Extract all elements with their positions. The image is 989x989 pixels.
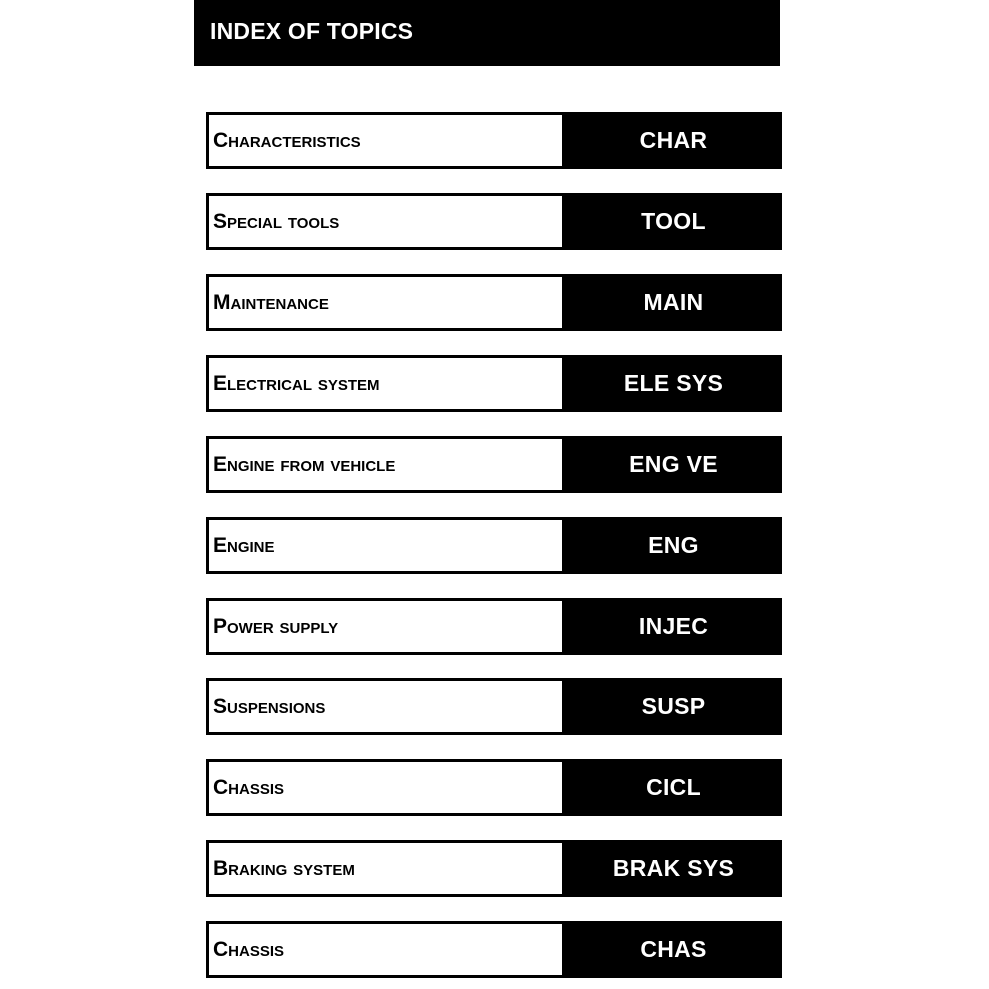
topic-name: Engine <box>213 533 275 557</box>
topic-name: Power supply <box>213 614 339 638</box>
topic-name-cell <box>206 193 565 250</box>
topic-code-cell <box>565 678 782 735</box>
topic-name-cell <box>206 436 565 493</box>
topic-row-susp[interactable] <box>206 678 782 735</box>
topic-name-cell <box>206 355 565 412</box>
page-title: INDEX OF TOPICS <box>210 17 414 44</box>
topic-name: Chassis <box>213 775 285 799</box>
topic-name: Special tools <box>213 209 340 233</box>
topic-row-eng-ve[interactable] <box>206 436 782 493</box>
topic-name: Braking system <box>213 856 355 880</box>
topic-code-cell <box>565 193 782 250</box>
topic-row-brak-sys[interactable] <box>206 840 782 897</box>
topic-code-cell <box>565 840 782 897</box>
topic-code: ENG VE <box>629 451 718 477</box>
topic-row-main[interactable] <box>206 274 782 331</box>
topic-row-injec[interactable] <box>206 598 782 655</box>
topic-name: Electrical system <box>213 371 380 395</box>
topic-name-cell <box>206 274 565 331</box>
topic-name-cell <box>206 759 565 816</box>
topic-name: Maintenance <box>213 290 329 314</box>
topic-row-chas[interactable] <box>206 921 782 978</box>
topic-code-cell <box>565 436 782 493</box>
topic-code-cell <box>565 921 782 978</box>
topic-name: Suspensions <box>213 694 326 718</box>
topic-code: TOOL <box>641 208 706 234</box>
topic-row-char[interactable] <box>206 112 782 169</box>
topic-code: ENG <box>648 532 699 558</box>
topic-code-cell <box>565 355 782 412</box>
topic-code: ELE SYS <box>623 370 724 396</box>
topic-code-cell <box>565 112 782 169</box>
topic-code: BRAK SYS <box>612 855 735 881</box>
topic-code-cell <box>565 517 782 574</box>
index-header <box>194 0 780 66</box>
topic-name-cell <box>206 921 565 978</box>
topic-row-tool[interactable] <box>206 193 782 250</box>
topic-code-cell <box>565 598 782 655</box>
topic-name: Chassis <box>213 937 285 961</box>
topic-name-cell <box>206 840 565 897</box>
topic-name: Characteristics <box>213 128 361 152</box>
topic-name-cell <box>206 678 565 735</box>
topic-code: CHAR <box>639 127 708 153</box>
topic-row-ele-sys[interactable] <box>206 355 782 412</box>
topic-name-cell <box>206 517 565 574</box>
topic-code: CHAS <box>640 936 707 962</box>
topic-name: Engine from vehicle <box>213 452 396 476</box>
topic-code-cell <box>565 274 782 331</box>
topic-name-cell <box>206 112 565 169</box>
topic-code-cell <box>565 759 782 816</box>
topic-code: CICL <box>646 774 701 800</box>
topic-code: MAIN <box>643 289 704 315</box>
topic-row-cicl[interactable] <box>206 759 782 816</box>
topic-name-cell <box>206 598 565 655</box>
topic-code: INJEC <box>638 613 709 639</box>
topic-code: SUSP <box>641 693 706 719</box>
topic-row-eng[interactable] <box>206 517 782 574</box>
